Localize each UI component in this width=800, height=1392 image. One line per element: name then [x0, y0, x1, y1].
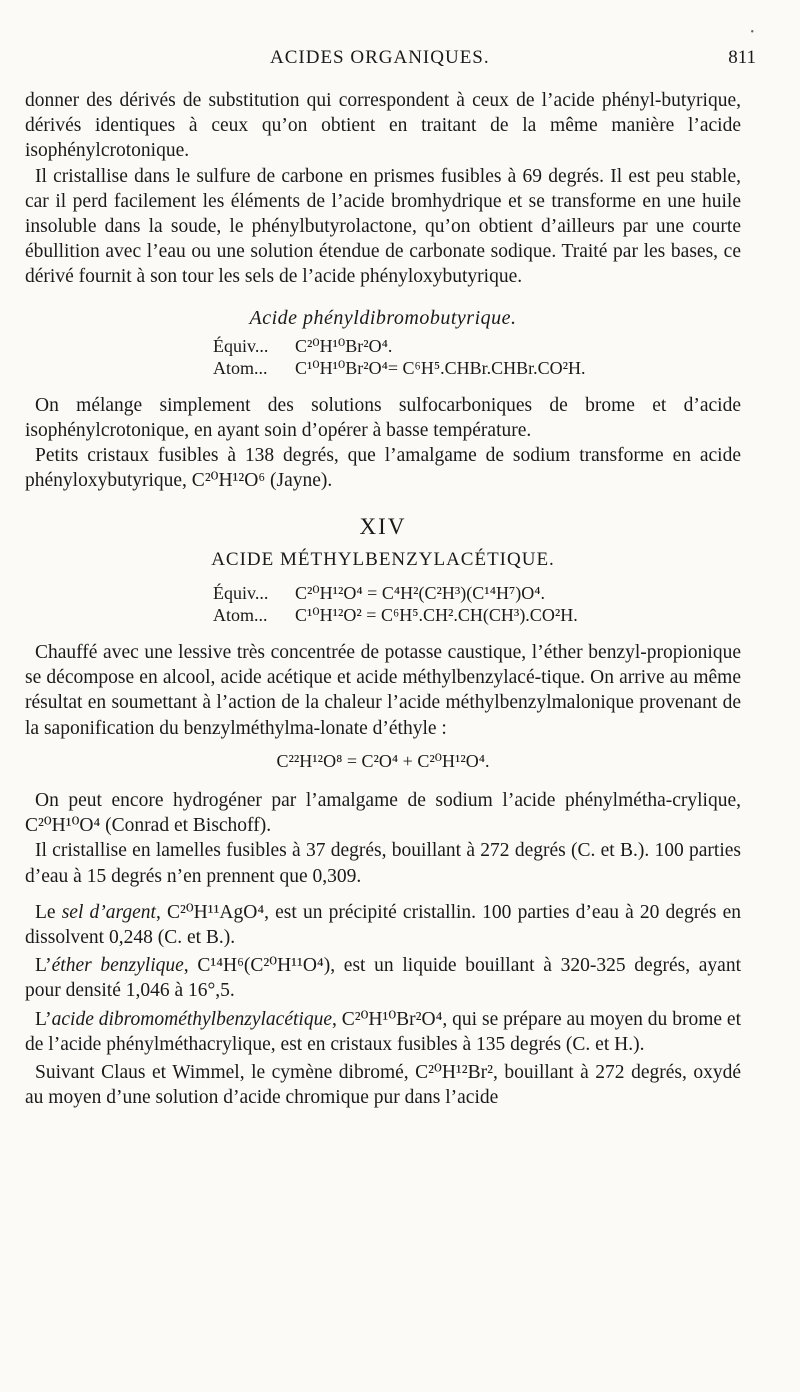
section-title: ACIDE MÉTHYLBENZYLACÉTIQUE.	[211, 548, 555, 570]
formula-label: Équiv...	[213, 335, 269, 356]
formula-value: C¹⁰H¹⁰Br²O⁴= C⁶H⁵.CHBr.CHBr.CO²H.	[295, 357, 586, 378]
formula-label: Atom...	[213, 357, 268, 378]
paragraph: On peut encore hydrogéner par l’amalgame de sodium l’acide phénylmétha-crylique, C²⁰H¹⁰O⁴ (Conrad et Bischoff).	[25, 790, 741, 837]
italic-term: acide dibromométhylbenzylacétique	[51, 1008, 332, 1030]
margin-mark: •	[750, 27, 754, 38]
paragraph-dibromo-acid: L’acide dibromométhylbenzylacétique, C²⁰H¹⁰Br²O⁴, qui se prépare au moyen du brome et de l’acide phénylméthacrylique, est en cristaux fusibles à 135 degrés (C. et H.).	[25, 1008, 741, 1055]
formula-value: C²⁰H¹²O⁴ = C⁴H²(C²H³)(C¹⁴H⁷)O⁴.	[295, 583, 546, 604]
section-number: XIV	[359, 513, 407, 539]
formula-equiv	[213, 335, 741, 357]
paragraph: Suivant Claus et Wimmel, le cymène dibromé, C²⁰H¹²Br², bouillant à 272 degrés, oxydé au moyen d’une solution d’acide chromique pur dans l’acide	[25, 1062, 741, 1109]
running-title: ACIDES ORGANIQUES.	[270, 47, 490, 68]
paragraph: Chauffé avec une lessive très concentrée de potasse caustique, l’éther benzyl-propionique se décompose en alcool, acide acétique et acide méthylbenzylacé-tique. On arrive au même résultat en soumettant à l’action de la chaleur l’acide méthylbenzylmalonique provenant de la saponification du benzylméthylma-lonate d’éthyle :	[25, 642, 741, 739]
paragraph: Il cristallise en lamelles fusibles à 37 degrés, bouillant à 272 degrés (C. et B.). 100 parties d’eau à 15 degrés n’en prennent que 0,309.	[25, 840, 741, 887]
italic-term: sel d’argent	[61, 901, 156, 923]
paragraph: Petits cristaux fusibles à 138 degrés, que l’amalgame de sodium transforme en acide phényloxybutyrique, C²⁰H¹²O⁶ (Jayne).	[25, 445, 741, 492]
formula-label: Atom...	[213, 605, 268, 626]
formula-equiv	[213, 582, 741, 604]
formula-atom	[213, 357, 741, 379]
formula-atom	[213, 604, 741, 626]
italic-term: éther benzylique	[51, 955, 184, 977]
page-number: 811	[728, 47, 756, 68]
formula-value: C²⁰H¹⁰Br²O⁴.	[295, 335, 393, 356]
formula-value: C¹⁰H¹²O² = C⁶H⁵.CH².CH(CH³).CO²H.	[295, 605, 578, 626]
compound-title: Acide phényldibromobutyrique.	[249, 306, 517, 329]
page-header	[0, 27, 800, 77]
paragraph-silver-salt: Le sel d’argent, C²⁰H¹¹AgO⁴, est un précipité cristallin. 100 parties d’eau à 20 degrés en dissolvent 0,248 (C. et B.).	[25, 901, 741, 949]
equation: C²²H¹²O⁸ = C²O⁴ + C²⁰H¹²O⁴.	[276, 750, 490, 771]
paragraph-continued: donner des dérivés de substitution qui correspondent à ceux de l’acide phényl-butyrique, dérivés identiques à ceux qu’on obtient en traitant de la même manière l’acide isophénylcrotonique.	[25, 90, 741, 162]
page-body	[25, 88, 741, 1111]
paragraph: On mélange simplement des solutions sulfocarboniques de brome et d’acide isophénylcrotonique, en ayant soin d’opérer à basse température.	[25, 394, 741, 442]
formula-label: Équiv...	[213, 583, 269, 604]
paragraph: Il cristallise dans le sulfure de carbone en prismes fusibles à 69 degrés. Il est peu stable, car il perd facilement les éléments de l’acide bromhydrique et se transforme en une huile insoluble dans la soude, le phénylbutyrolactone, qu’on obtient d’ailleurs par une courte ébullition avec l’eau ou une solution étendue de carbonate sodique. Traité par les bases, ce dérivé fournit à son tour les sels de l’acide phényloxybutyrique.	[25, 165, 741, 288]
paragraph-benzyl-ether: L’éther benzylique, C¹⁴H⁶(C²⁰H¹¹O⁴), est un liquide bouillant à 320-325 degrés, ayant pour densité 1,046 à 16°,5.	[25, 955, 741, 1002]
